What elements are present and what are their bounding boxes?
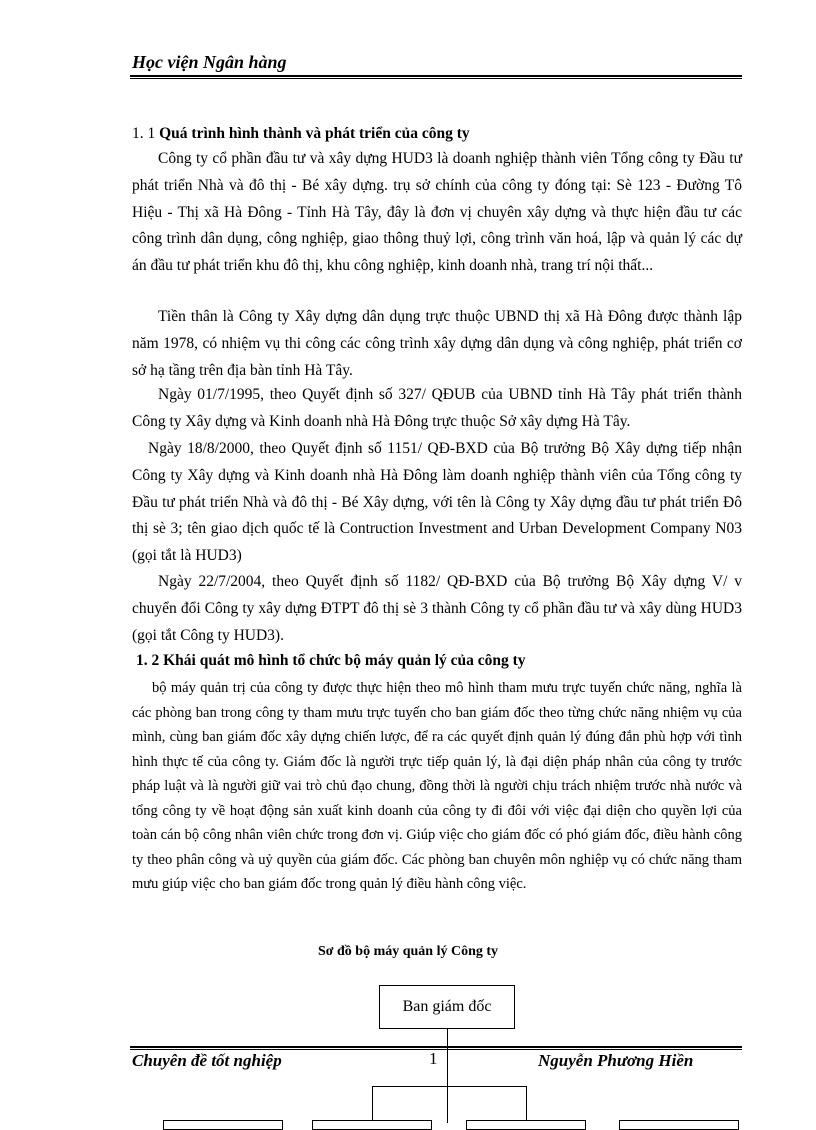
header-rule xyxy=(130,75,742,77)
header-title: Học viện Ngân hàng xyxy=(132,52,287,72)
section-2-heading xyxy=(136,652,746,670)
org-box-4 xyxy=(619,1120,739,1130)
section-1-paragraph-3: Ngày 01/7/1995, theo Quyết định số 327/ QĐUB của UBND tỉnh Hà Tây phát triển thành Công ty Xây dựng và Kinh doanh nhà Hà Đông trực thuộc Sở xây dựng Hà Tây. xyxy=(132,386,742,430)
diagram-title: Sơ đồ bộ máy quản lý Công ty xyxy=(317,944,499,959)
section-2-number: 1. 2 xyxy=(136,652,160,669)
section-1-paragraph-4: Ngày 18/8/2000, theo Quyết định số 1151/ QĐ-BXD của Bộ trưởng Bộ Xây dựng tiếp nhận Công ty Xây dựng và Kinh doanh nhà Hà Đông làm doanh nghiệp thành viên của Tổng công ty Đầu tư phát triển Nhà và đô thị - Bé Xây dựng, với tên là Công ty Xây dựng đầu tư phát triển Đô thị sè 3; tên giao dịch quốc tế là Contruction Investment and Urban Development Company N03 (gọi tắt là HUD3) xyxy=(132,440,742,565)
footer-author: Nguyễn Phương Hiền xyxy=(538,1051,694,1070)
org-connector-right xyxy=(526,1086,527,1123)
section-2-title: Khái quát mô hình tổ chức bộ máy quản lý của công ty xyxy=(163,652,526,669)
section-2-paragraph: bộ máy quản trị của công ty được thực hiện theo mô hình tham mưu trực tuyến chức năng, nghĩa là các phòng ban trong công ty tham mưu trực tuyến cho ban giám đốc theo từng chức năng nhiệm vụ của mình, cùng ban giám đốc xây dựng chiến lược, để ra các quyết định quản lý đúng đắn phù hợp với tình hình thực tế của công ty. Giám đốc là người trực tiếp quản lý, là đại diện pháp nhân của công ty trước pháp luật và là người giữ vai trò chủ đạo chung, đồng thời là người chịu trách nhiệm trước nhà nước và tổng công ty về hoạt động sản xuất kinh doanh của công ty đi đôi với việc đại diện cho quyền lợi của toàn cán bộ công nhân viên chức trong đơn vị. Giúp việc cho giám đốc có phó giám đốc, điều hành công ty theo phân công và uỷ quyền của giám đốc. Các phòng ban chuyên môn nghiệp vụ có chức năng tham mưu giúp việc cho ban giám đốc trong quản lý điều hành công việc. xyxy=(132,680,742,892)
org-box-board-of-directors xyxy=(379,985,515,1029)
section-1-paragraph-5: Ngày 22/7/2004, theo Quyết định số 1182/ QĐ-BXD của Bộ trưởng Bộ Xây dựng V/ v chuyển đổi Công ty xây dựng ĐTPT đô thị sè 3 thành Công ty cổ phần đầu tư và xây dùng HUD3 (gọi tắt Công ty HUD3). xyxy=(132,573,742,644)
org-connector-branch xyxy=(372,1086,526,1087)
org-box-2 xyxy=(312,1120,432,1130)
org-box-3 xyxy=(466,1120,586,1130)
footer-page-number: 1 xyxy=(429,1049,438,1068)
org-box-1 xyxy=(163,1120,283,1130)
section-1-heading xyxy=(132,125,742,143)
header-rule-thin xyxy=(130,78,742,79)
section-1-title: Quá trình hình thành và phát triển của công ty xyxy=(159,125,470,142)
org-box-label: Ban giám đốc xyxy=(402,998,492,1015)
org-connector-left xyxy=(372,1086,373,1123)
section-1-paragraph-2: Tiền thân là Công ty Xây dựng dân dụng trực thuộc UBND thị xã Hà Đông được thành lập năm 1978, có nhiệm vụ thi công các công trình xây dựng dân dụng và công nghiệp, phát triển cơ sở hạ tầng trên địa bàn tỉnh Hà Tây. xyxy=(132,308,742,379)
footer-rule xyxy=(130,1046,742,1048)
footer-left-text: Chuyên đề tốt nghiệp xyxy=(132,1051,282,1070)
section-1-paragraph-1: Công ty cổ phần đầu tư và xây dựng HUD3 là doanh nghiệp thành viên Tổng công ty Đầu tư phát triển Nhà và đô thị - Bé xây dựng. trụ sở chính của công ty đóng tại: Sè 123 - Đường Tô Hiệu - Thị xã Hà Đông - Tỉnh Hà Tây, đây là đơn vị chuyên xây dựng và thực hiện đầu tư các công trình dân dụng, công nghiệp, giao thông thuỷ lợi, công trình văn hoá, lập và quản lý các dự án đầu tư phát triển khu đô thị, khu công nghiệp, kinh doanh nhà, trang trí nội thất... xyxy=(132,150,742,275)
org-connector-main xyxy=(447,1029,448,1123)
section-1-number: 1. 1 xyxy=(132,125,156,142)
